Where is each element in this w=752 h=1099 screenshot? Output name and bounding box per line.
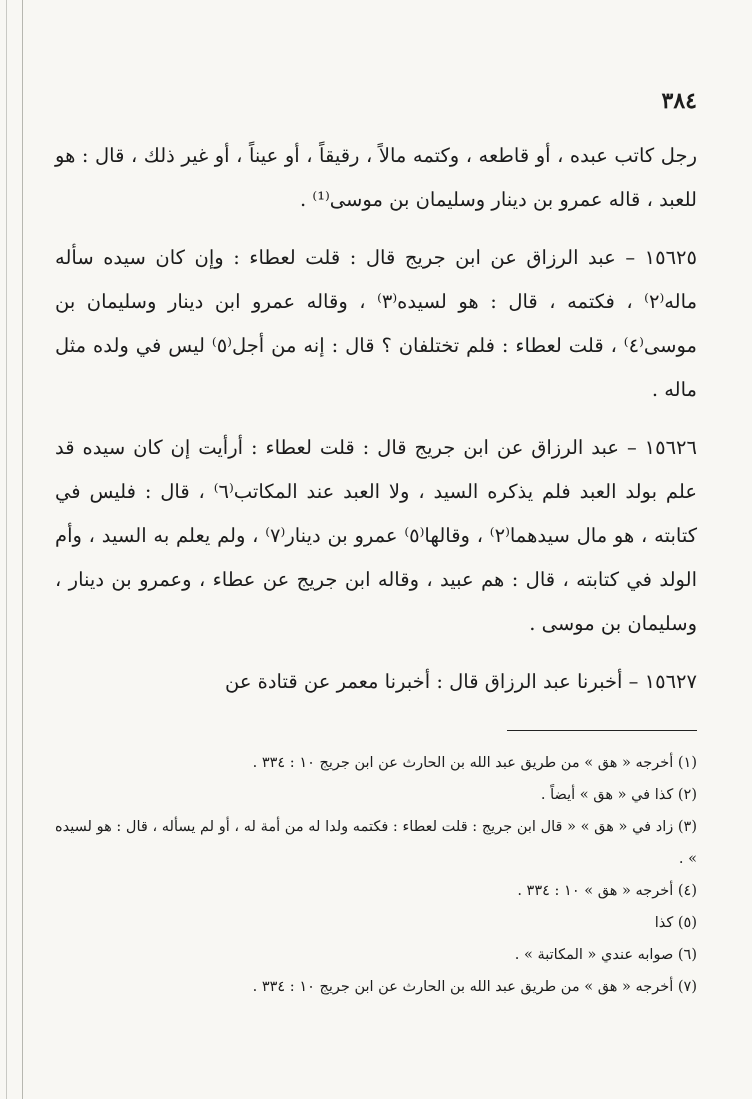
footnote-3: (٣) زاد في « هق » « قال ابن جريج : قلت لعطاء : فكتمه ولدا له من أمة له ، أو لم يسأله ، قال : هو لسيده » .: [55, 819, 697, 867]
paragraph-15625: ١٥٦٢٥ – عبد الرزاق عن ابن جريج قال : قلت لعطاء : وإن كان سيده سأله ماله⁽٢⁾ ، فكتمه ، قال : هو لسيده⁽٣⁾ ، وقاله عمرو ابن دينار وسليمان بن موسى⁽٤⁾ ، قلت لعطاء : فلم تختلفان ؟ قال : إنه من أجل⁽٥⁾ ليس في ولده مثل ماله .: [55, 246, 698, 401]
book-page: [55, 88, 697, 1003]
page-number: ٣٨٤: [661, 88, 697, 114]
footnote-1: (١) أخرجه « هق » من طريق عبد الله بن الحارث عن ابن جريج ١٠ : ٣٣٤ .: [252, 755, 697, 771]
footnote-6: (٦) صوابه عندي « المكاتبة » .: [514, 947, 697, 963]
paragraph-15626: ١٥٦٢٦ – عبد الرزاق عن ابن جريج قال : قلت لعطاء : أرأيت إن كان سيده قد علم بولد العبد فلم يذكره السيد ، ولا العبد عند المكاتب⁽٦⁾ ، قال : فليس في كتابته ، هو مال سيدهما⁽٢⁾ ، وقالها⁽٥⁾ عمرو بن دينار⁽٧⁾ ، ولم يعلم به السيد ، وأم الولد في كتابته ، قال : هم عبيد ، وقاله ابن جريج عن عطاء ، وعمرو بن دينار ، وسليمان بن موسى .: [55, 436, 697, 635]
footnote-separator: [507, 730, 697, 731]
paragraph-15627: ١٥٦٢٧ – أخبرنا عبد الرزاق قال : أخبرنا معمر عن قتادة عن: [224, 670, 697, 693]
footnote-4: (٤) أخرجه « هق » ١٠ : ٣٣٤ .: [517, 883, 697, 899]
paragraph-continuation: رجل كاتب عبده ، أو قاطعه ، وكتمه مالاً ، رقيقاً ، أو عيناً ، أو غير ذلك ، قال : هو للعبد ، قاله عمرو بن دينار وسليمان بن موسى⁽¹⁾ .: [55, 144, 697, 211]
binding-edge-line-inner: [22, 0, 23, 1099]
footnote-2: (٢) كذا في « هق » أيضاً .: [540, 787, 697, 803]
footnote-5: (٥) كذا: [654, 915, 697, 931]
binding-edge-line: [6, 0, 7, 1099]
footnote-7: (٧) أخرجه « هق » من طريق عبد الله بن الحارث عن ابن جريج ١٠ : ٣٣٤ .: [252, 979, 697, 995]
footnotes: [55, 747, 697, 1003]
